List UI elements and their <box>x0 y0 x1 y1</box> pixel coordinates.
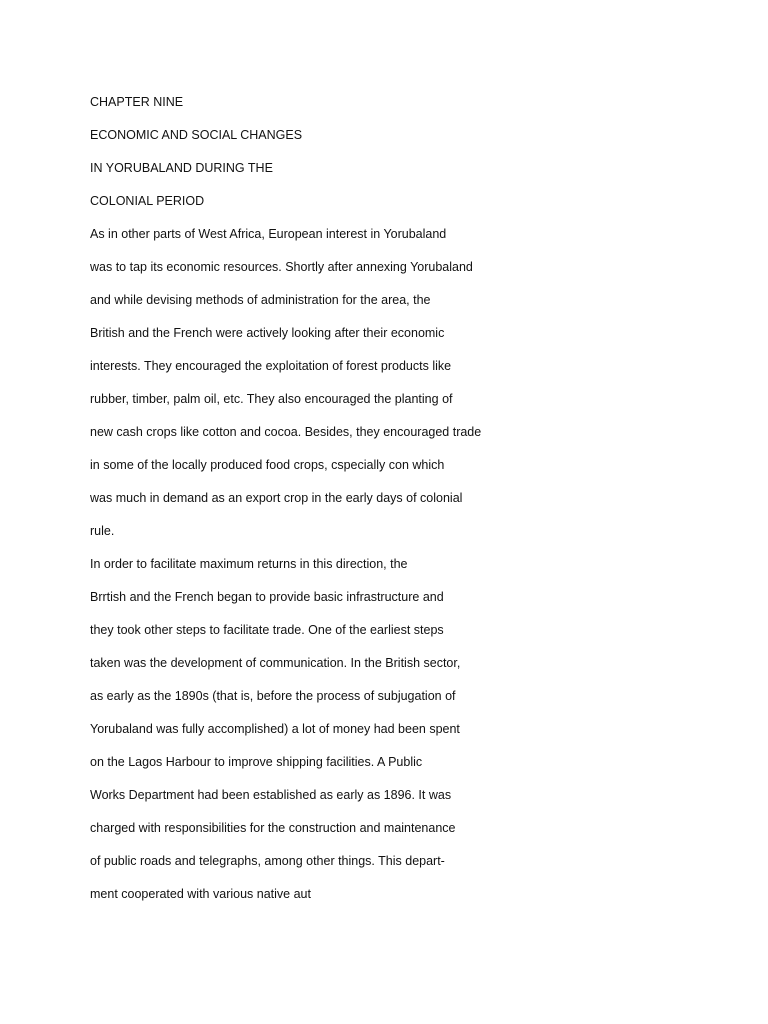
text-line: was to tap its economic resources. Shortly after annexing Yorubaland <box>90 260 473 274</box>
text-line: Brrtish and the French began to provide basic infrastructure and <box>90 590 444 604</box>
text-line: as early as the 1890s (that is, before the process of subjugation of <box>90 689 456 703</box>
text-line: in some of the locally produced food crops, cspecially con which <box>90 458 445 472</box>
text-line: was much in demand as an export crop in the early days of colonial <box>90 491 463 505</box>
chapter-title-line-1: ECONOMIC AND SOCIAL CHANGES <box>90 128 303 142</box>
text-line: Works Department had been established as early as 1896. It was <box>90 788 452 802</box>
text-line: rule. <box>90 524 115 538</box>
text-line: on the Lagos Harbour to improve shipping facilities. A Public <box>90 755 423 769</box>
chapter-number: CHAPTER NINE <box>90 95 184 109</box>
text-line: Yorubaland was fully accomplished) a lot of money had been spent <box>90 722 460 736</box>
text-line: As in other parts of West Africa, European interest in Yorubaland <box>90 227 447 241</box>
text-line: interests. They encouraged the exploitation of forest products like <box>90 359 452 373</box>
text-line: taken was the development of communication. In the British sector, <box>90 656 461 670</box>
text-line: they took other steps to facilitate trade. One of the earliest steps <box>90 623 444 637</box>
chapter-title-line-3: COLONIAL PERIOD <box>90 194 205 208</box>
text-line: British and the French were actively looking after their economic <box>90 326 445 340</box>
text-line: ment cooperated with various native aut <box>90 887 311 901</box>
text-line: rubber, timber, palm oil, etc. They also encouraged the planting of <box>90 392 453 406</box>
text-line: In order to facilitate maximum returns in this direction, the <box>90 557 408 571</box>
text-line: and while devising methods of administration for the area, the <box>90 293 431 307</box>
text-line: new cash crops like cotton and cocoa. Besides, they encouraged trade <box>90 425 482 439</box>
document-text <box>90 86 710 911</box>
chapter-title-line-2: IN YORUBALAND DURING THE <box>90 161 273 175</box>
text-line: of public roads and telegraphs, among other things. This depart- <box>90 854 445 868</box>
text-line: charged with responsibilities for the construction and maintenance <box>90 821 456 835</box>
